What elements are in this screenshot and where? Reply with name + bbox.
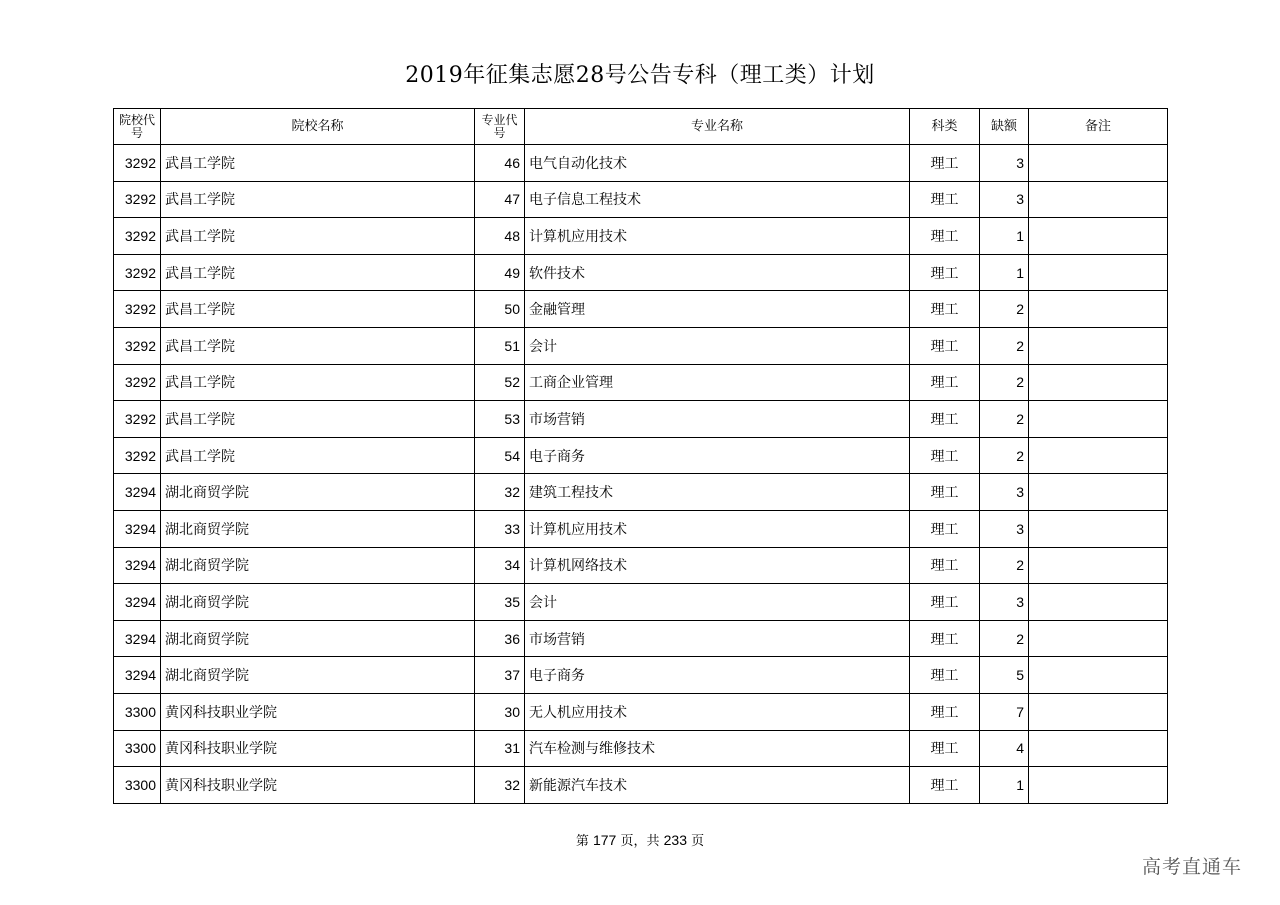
cell-vacancies: 3: [980, 510, 1029, 547]
cell-major-name: 无人机应用技术: [525, 693, 910, 730]
header-remarks: 备注: [1029, 109, 1168, 145]
cell-major-name: 电子商务: [525, 437, 910, 474]
cell-school-code: 3292: [114, 145, 161, 182]
cell-major-name: 会计: [525, 584, 910, 621]
cell-major-name: 汽车检测与维修技术: [525, 730, 910, 767]
cell-major-code: 31: [475, 730, 525, 767]
cell-remarks: [1029, 620, 1168, 657]
cell-category: 理工: [910, 145, 980, 182]
cell-remarks: [1029, 401, 1168, 438]
cell-major-name: 计算机应用技术: [525, 510, 910, 547]
cell-category: 理工: [910, 254, 980, 291]
cell-school-code: 3294: [114, 510, 161, 547]
cell-vacancies: 2: [980, 327, 1029, 364]
cell-major-code: 35: [475, 584, 525, 621]
cell-category: 理工: [910, 584, 980, 621]
table-row: [114, 254, 1168, 291]
cell-school-name: 武昌工学院: [161, 401, 475, 438]
cell-vacancies: 4: [980, 730, 1029, 767]
watermark: 高考直通车: [1142, 856, 1243, 878]
cell-major-code: 36: [475, 620, 525, 657]
cell-school-code: 3292: [114, 218, 161, 255]
cell-remarks: [1029, 510, 1168, 547]
cell-category: 理工: [910, 291, 980, 328]
cell-major-name: 金融管理: [525, 291, 910, 328]
cell-category: 理工: [910, 657, 980, 694]
cell-major-code: 52: [475, 364, 525, 401]
cell-school-name: 湖北商贸学院: [161, 474, 475, 511]
cell-major-code: 53: [475, 401, 525, 438]
footer-prefix: 第: [575, 834, 589, 849]
cell-school-name: 武昌工学院: [161, 218, 475, 255]
header-school-name: 院校名称: [161, 109, 475, 145]
table-row: [114, 510, 1168, 547]
cell-major-name: 电子商务: [525, 657, 910, 694]
cell-remarks: [1029, 254, 1168, 291]
cell-vacancies: 7: [980, 693, 1029, 730]
cell-vacancies: 3: [980, 474, 1029, 511]
cell-vacancies: 1: [980, 218, 1029, 255]
cell-school-code: 3300: [114, 693, 161, 730]
cell-school-code: 3292: [114, 401, 161, 438]
cell-category: 理工: [910, 730, 980, 767]
enrollment-plan-table: [113, 108, 1168, 804]
cell-major-name: 软件技术: [525, 254, 910, 291]
cell-remarks: [1029, 327, 1168, 364]
cell-major-code: 54: [475, 437, 525, 474]
cell-major-name: 会计: [525, 327, 910, 364]
cell-school-name: 湖北商贸学院: [161, 620, 475, 657]
cell-remarks: [1029, 364, 1168, 401]
cell-major-name: 新能源汽车技术: [525, 767, 910, 804]
cell-school-code: 3294: [114, 584, 161, 621]
cell-vacancies: 2: [980, 620, 1029, 657]
cell-school-code: 3292: [114, 437, 161, 474]
cell-major-name: 工商企业管理: [525, 364, 910, 401]
cell-school-code: 3292: [114, 327, 161, 364]
cell-school-code: 3292: [114, 364, 161, 401]
cell-vacancies: 1: [980, 254, 1029, 291]
table-header-row: [114, 109, 1168, 145]
cell-school-code: 3294: [114, 620, 161, 657]
table-row: [114, 327, 1168, 364]
header-major-code: 专业代号: [475, 109, 525, 145]
cell-major-code: 48: [475, 218, 525, 255]
cell-school-name: 武昌工学院: [161, 254, 475, 291]
table-row: [114, 584, 1168, 621]
cell-major-name: 计算机应用技术: [525, 218, 910, 255]
cell-major-code: 49: [475, 254, 525, 291]
table-row: [114, 547, 1168, 584]
cell-school-code: 3294: [114, 547, 161, 584]
footer-middle: 页，共: [620, 834, 660, 849]
cell-remarks: [1029, 547, 1168, 584]
cell-remarks: [1029, 584, 1168, 621]
cell-major-code: 30: [475, 693, 525, 730]
page-footer: [0, 830, 1280, 849]
cell-major-code: 37: [475, 657, 525, 694]
table-row: [114, 657, 1168, 694]
cell-category: 理工: [910, 547, 980, 584]
cell-school-code: 3292: [114, 181, 161, 218]
cell-major-name: 计算机网络技术: [525, 547, 910, 584]
cell-category: 理工: [910, 437, 980, 474]
cell-school-code: 3300: [114, 767, 161, 804]
cell-major-code: 51: [475, 327, 525, 364]
header-school-code: 院校代号: [114, 109, 161, 145]
cell-category: 理工: [910, 474, 980, 511]
cell-vacancies: 1: [980, 767, 1029, 804]
cell-category: 理工: [910, 364, 980, 401]
cell-school-name: 黄冈科技职业学院: [161, 693, 475, 730]
table-row: [114, 181, 1168, 218]
cell-category: 理工: [910, 401, 980, 438]
footer-page-number: 177: [592, 832, 617, 848]
table-row: [114, 291, 1168, 328]
cell-school-name: 湖北商贸学院: [161, 584, 475, 621]
cell-major-code: 32: [475, 474, 525, 511]
header-major-name: 专业名称: [525, 109, 910, 145]
cell-vacancies: 3: [980, 584, 1029, 621]
page-title: 2019年征集志愿28号公告专科（理工类）计划: [405, 63, 875, 88]
footer-suffix: 页: [691, 834, 705, 849]
cell-major-name: 建筑工程技术: [525, 474, 910, 511]
cell-remarks: [1029, 437, 1168, 474]
cell-major-code: 33: [475, 510, 525, 547]
cell-major-code: 32: [475, 767, 525, 804]
cell-school-code: 3294: [114, 474, 161, 511]
cell-major-name: 电气自动化技术: [525, 145, 910, 182]
header-vacancies: 缺额: [980, 109, 1029, 145]
cell-school-name: 湖北商贸学院: [161, 657, 475, 694]
table-row: [114, 730, 1168, 767]
cell-school-name: 湖北商贸学院: [161, 510, 475, 547]
footer-total-pages: 233: [663, 832, 687, 848]
cell-remarks: [1029, 145, 1168, 182]
cell-school-name: 武昌工学院: [161, 327, 475, 364]
cell-major-code: 46: [475, 145, 525, 182]
table-row: [114, 437, 1168, 474]
cell-vacancies: 2: [980, 437, 1029, 474]
cell-vacancies: 3: [980, 145, 1029, 182]
cell-category: 理工: [910, 218, 980, 255]
table-body: [114, 145, 1168, 804]
cell-remarks: [1029, 657, 1168, 694]
cell-school-name: 武昌工学院: [161, 181, 475, 218]
cell-remarks: [1029, 291, 1168, 328]
cell-school-code: 3292: [114, 254, 161, 291]
cell-remarks: [1029, 730, 1168, 767]
cell-vacancies: 2: [980, 364, 1029, 401]
table-row: [114, 693, 1168, 730]
cell-vacancies: 2: [980, 291, 1029, 328]
cell-school-code: 3300: [114, 730, 161, 767]
cell-remarks: [1029, 181, 1168, 218]
table-row: [114, 474, 1168, 511]
cell-vacancies: 3: [980, 181, 1029, 218]
cell-major-name: 市场营销: [525, 401, 910, 438]
cell-school-name: 武昌工学院: [161, 364, 475, 401]
cell-major-code: 50: [475, 291, 525, 328]
table-row: [114, 364, 1168, 401]
cell-category: 理工: [910, 693, 980, 730]
cell-school-name: 武昌工学院: [161, 437, 475, 474]
table-row: [114, 145, 1168, 182]
cell-category: 理工: [910, 327, 980, 364]
cell-vacancies: 5: [980, 657, 1029, 694]
cell-school-name: 湖北商贸学院: [161, 547, 475, 584]
cell-category: 理工: [910, 767, 980, 804]
table-row: [114, 401, 1168, 438]
cell-school-name: 黄冈科技职业学院: [161, 767, 475, 804]
cell-school-code: 3292: [114, 291, 161, 328]
cell-vacancies: 2: [980, 547, 1029, 584]
cell-remarks: [1029, 218, 1168, 255]
cell-major-code: 47: [475, 181, 525, 218]
cell-category: 理工: [910, 181, 980, 218]
cell-remarks: [1029, 693, 1168, 730]
cell-major-code: 34: [475, 547, 525, 584]
cell-school-name: 黄冈科技职业学院: [161, 730, 475, 767]
cell-vacancies: 2: [980, 401, 1029, 438]
cell-major-name: 电子信息工程技术: [525, 181, 910, 218]
cell-school-code: 3294: [114, 657, 161, 694]
table-row: [114, 767, 1168, 804]
cell-category: 理工: [910, 620, 980, 657]
table-row: [114, 620, 1168, 657]
cell-category: 理工: [910, 510, 980, 547]
header-category: 科类: [910, 109, 980, 145]
cell-school-name: 武昌工学院: [161, 291, 475, 328]
table-row: [114, 218, 1168, 255]
cell-remarks: [1029, 474, 1168, 511]
cell-school-name: 武昌工学院: [161, 145, 475, 182]
cell-major-name: 市场营销: [525, 620, 910, 657]
cell-remarks: [1029, 767, 1168, 804]
